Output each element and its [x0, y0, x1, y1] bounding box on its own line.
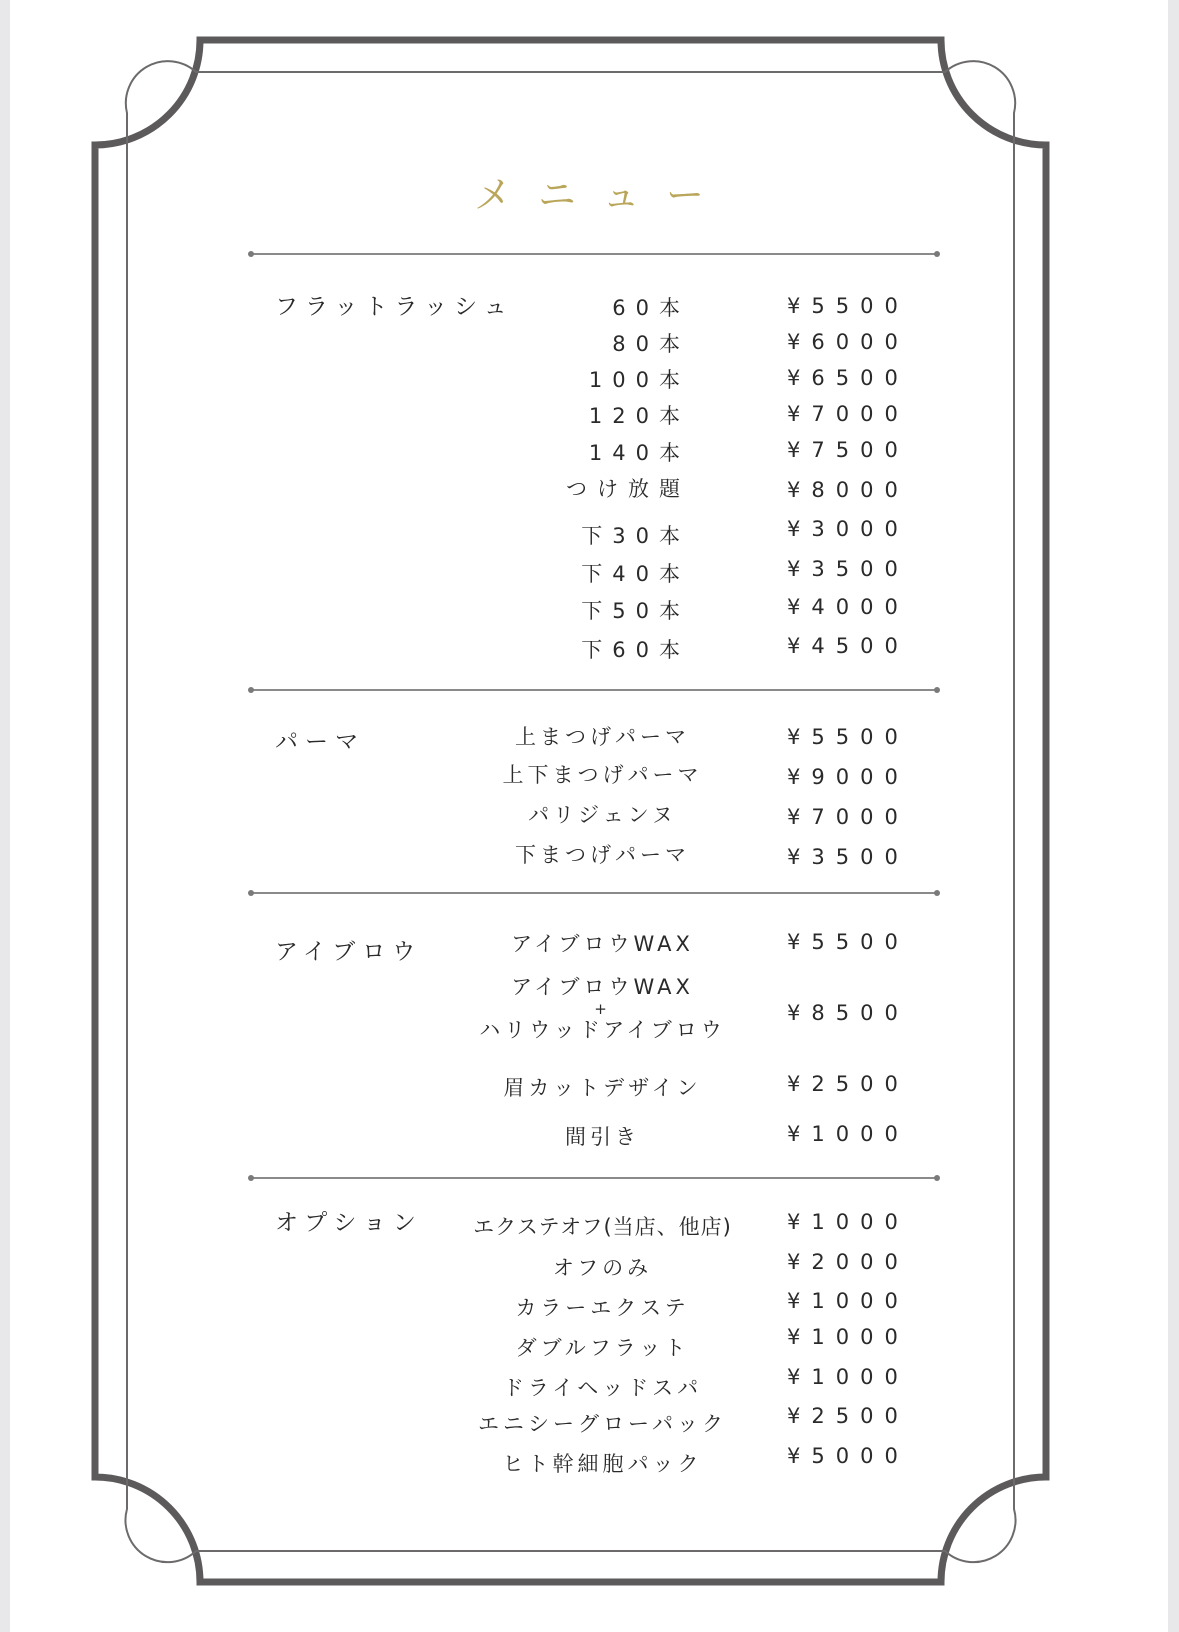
menu-item-label: 80本: [612, 332, 690, 356]
menu-item-label: 下40本: [581, 562, 690, 586]
menu-item-label: オフのみ: [552, 1256, 653, 1280]
menu-item-price: ¥1000: [787, 1122, 909, 1146]
menu-item-label: 100本: [588, 368, 690, 392]
menu-item-price: ¥7000: [787, 805, 909, 829]
menu-item-price: ¥4500: [787, 634, 909, 658]
section-divider: [251, 892, 937, 894]
menu-item-label-line: アイブロウWAX: [511, 975, 694, 999]
menu-item-price: ¥9000: [787, 765, 909, 789]
menu-item-label-line: +: [594, 1000, 611, 1018]
menu-item-label: 140本: [588, 441, 690, 465]
menu-item-price: ¥5500: [787, 294, 909, 318]
menu-item-price: ¥1000: [787, 1325, 909, 1349]
menu-item-price: ¥7500: [787, 438, 909, 462]
menu-item-price: ¥2500: [787, 1072, 909, 1096]
menu-item-label: 60本: [612, 296, 690, 320]
menu-item-label: エクステオフ(当店、他店): [473, 1215, 732, 1239]
menu-item-label: 間引き: [565, 1125, 640, 1149]
menu-item-price: ¥5500: [787, 930, 909, 954]
menu-item-price: ¥8000: [787, 478, 909, 502]
menu-item-label: エニシーグローパック: [478, 1412, 727, 1436]
menu-item-label: ドライヘッドスパ: [502, 1376, 703, 1400]
section-divider: [251, 253, 937, 255]
menu-item-price: ¥6500: [787, 366, 909, 390]
menu-item-price: ¥8500: [787, 1001, 909, 1025]
menu-item-price: ¥3500: [787, 845, 909, 869]
menu-item-label: カラーエクステ: [515, 1296, 690, 1320]
menu-sheet: [10, 0, 1168, 1632]
category-flat-lash: フラットラッシュ: [275, 294, 514, 320]
menu-item-label: 眉カットデザイン: [503, 1076, 702, 1100]
menu-item-label: 下60本: [581, 638, 690, 662]
menu-item-price: ¥1000: [787, 1210, 909, 1234]
menu-item-price: ¥2000: [787, 1250, 909, 1274]
menu-item-label: つけ放題: [566, 477, 690, 501]
menu-item-price: ¥7000: [787, 402, 909, 426]
menu-item-price: ¥2500: [787, 1404, 909, 1428]
menu-item-label: ヒト幹細胞パック: [502, 1452, 703, 1476]
menu-item-price: ¥1000: [787, 1365, 909, 1389]
menu-item-label: アイブロウWAX: [511, 932, 694, 956]
menu-item-label-multiline: [400, 976, 805, 1042]
section-divider: [251, 1177, 937, 1179]
menu-item-price: ¥6000: [787, 330, 909, 354]
menu-item-price: ¥4000: [787, 595, 909, 619]
menu-item-label: 下50本: [581, 599, 690, 623]
section-divider: [251, 689, 937, 691]
menu-item-label: ダブルフラット: [515, 1336, 690, 1360]
menu-item-price: ¥3500: [787, 557, 909, 581]
menu-item-price: ¥3000: [787, 517, 909, 541]
menu-item-label: 下まつげパーマ: [515, 843, 690, 867]
category-eyebrow: アイブロウ: [275, 939, 423, 965]
menu-item-label: 上まつげパーマ: [515, 725, 690, 749]
page-title: メニュー: [473, 173, 730, 217]
menu-item-label: 上下まつげパーマ: [502, 763, 703, 787]
category-options: オプション: [275, 1210, 423, 1236]
menu-item-label-line: ハリウッドアイブロウ: [479, 1018, 726, 1042]
menu-item-label: 120本: [588, 404, 690, 428]
menu-item-price: ¥5500: [787, 725, 909, 749]
menu-item-label: 下30本: [581, 524, 690, 548]
menu-item-label: パリジェンヌ: [528, 803, 677, 827]
menu-item-price: ¥1000: [787, 1289, 909, 1313]
menu-item-price: ¥5000: [787, 1444, 909, 1468]
category-perm: パーマ: [275, 729, 365, 755]
